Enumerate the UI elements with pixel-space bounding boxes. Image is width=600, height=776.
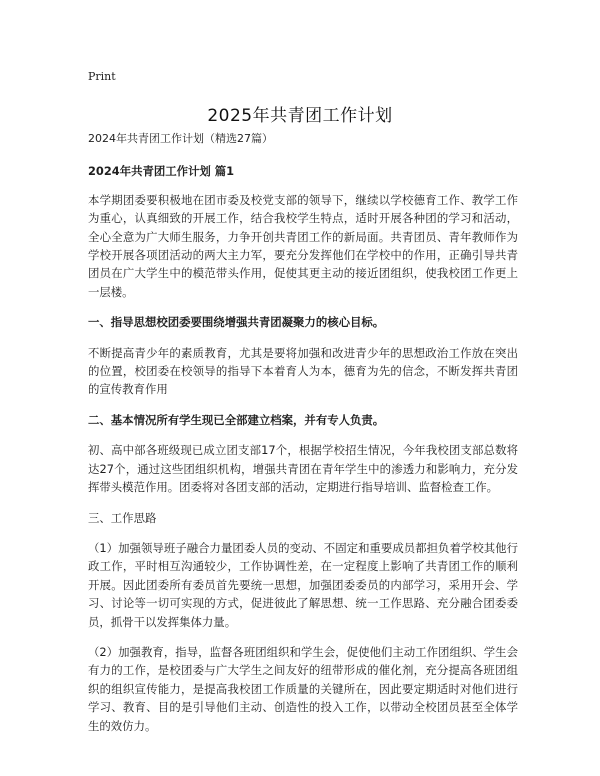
section-1-heading: 一、指导思想校团委要围绕增强共青团凝聚力的核心目标。 <box>88 315 385 330</box>
section-1-paragraph: 不断提高青少年的素质教育，尤其是要将加强和改进青少年的思想政治工作放在突出的位置，校团委在校领导的指导下本着育人为本，德育为先的信念，不断发挥共青团的宣传教育作用 <box>88 345 518 397</box>
print-link[interactable]: Print <box>88 70 116 83</box>
intro-paragraph: 本学期团委要积极地在团市委及校党支部的领导下，继续以学校德育工作、教学工作为重心，认真细致的开展工作，结合我校学生特点，适时开展各种团的学习和活动，全心全意为广大师生服务，力争开创共青团工作的新局面。共青团员、青年教师作为学校开展各项团活动的两大主力军，要充分发挥他们在学校中的作用，正确引导共青团员在广大学生中的模范带头作用，促使其更主动的接近团组织，使我校团工作更上一层楼。 <box>88 192 518 299</box>
section-2-heading: 二、基本情况所有学生现已全部建立档案，并有专人负责。 <box>88 412 385 427</box>
document-body <box>88 130 518 747</box>
section-3-point-2: （2）加强教育，指导，监督各班团组织和学生会，促使他们主动工作团组织、学生会有力的工作，是校团委与广大学生之间友好的纽带形成的催化剂，充分提高各班团组织的组织宣传能力，是提高我校团工作质量的关键所在，因此要定期适时对他们进行学习、教育、目的是引导他们主动、创造性的投入工作，以带动全校团员甚至全体学生的效仿力。 <box>88 644 518 733</box>
section-2-paragraph: 初、高中部各班级现已成立团支部17个，根据学校招生情况，今年我校团支部总数将达27个，通过这些团组织机构，增强共青团在青年学生中的渗透力和影响力，充分发挥带头模范作用。团委将对各团支部的活动，定期进行指导培训、监督检查工作。 <box>88 443 518 495</box>
document-subtitle: 2024年共青团工作计划（精选27篇） <box>88 132 273 145</box>
section-3-point-1: （1）加强领导班子融合力量团委人员的变动、不固定和重要成员都担负着学校其他行政工作，平时相互沟通较少，工作协调性差，在一定程度上影响了共青团工作的顺利开展。因此团委所有委员首先要统一思想，加强团委委员的内部学习，采用开会、学习、讨论等一切可实现的方式，促进彼此了解思想、统一工作思路、充分融合团委委员，抓骨干以发挥集体力量。 <box>88 540 518 629</box>
page-title: 2025年共青团工作计划 <box>207 106 393 126</box>
article-title: 2024年共青团工作计划 篇1 <box>88 164 235 179</box>
section-3-heading: 三、工作思路 <box>88 510 157 525</box>
